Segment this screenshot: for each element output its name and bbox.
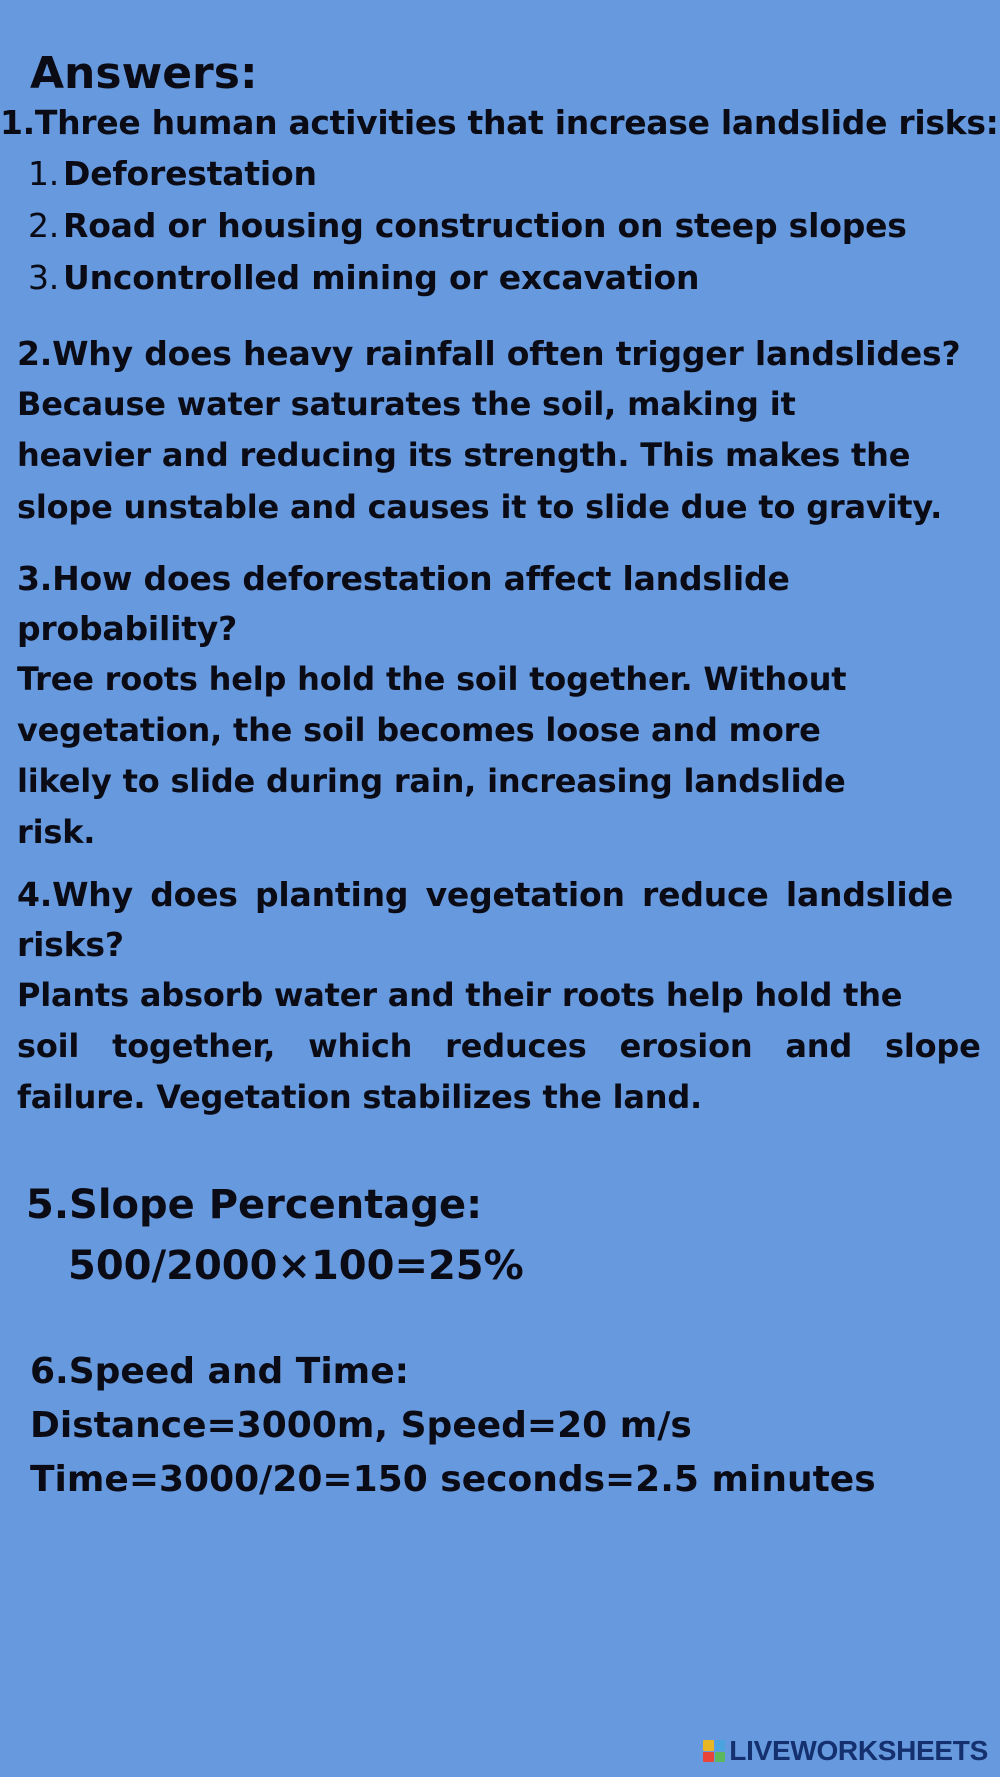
q3-heading: probability? — [17, 609, 238, 648]
q4-answer-line: failure. Vegetation stabilizes the land. — [17, 1078, 703, 1116]
q1-heading: 1.Three human activities that increase landslide risks: — [0, 103, 999, 142]
q3-heading: 3.How does deforestation affect landslide — [17, 559, 790, 598]
q2-answer-line: heavier and reducing its strength. This makes the — [17, 436, 911, 474]
q5-formula: 500/2000×100=25% — [68, 1243, 524, 1289]
list-number: 2. — [28, 206, 60, 245]
q2-answer-line: Because water saturates the soil, making it — [17, 385, 796, 423]
q4-answer-line: soil together, which reduces erosion and slope — [17, 1027, 981, 1065]
q4-heading: risks? — [17, 925, 124, 964]
logo-icon-cell — [715, 1740, 726, 1751]
q1-list-item — [28, 203, 907, 249]
q4-answer-line: Plants absorb water and their roots help hold the — [17, 976, 903, 1014]
q1-list-item — [28, 255, 699, 301]
list-item-text: Road or housing construction on steep slopes — [63, 206, 907, 245]
list-item-text: Deforestation — [63, 154, 317, 193]
q4-heading: 4.Why does planting vegetation reduce landslide — [17, 875, 954, 914]
logo-icon-cell — [715, 1752, 726, 1763]
liveworksheets-logo — [703, 1735, 988, 1767]
q6-given: Distance=3000m, Speed=20 m/s — [30, 1405, 692, 1446]
list-number: 3. — [28, 258, 60, 297]
q5-heading: 5.Slope Percentage: — [26, 1182, 483, 1228]
logo-icon-cell — [703, 1752, 714, 1763]
logo-icon — [703, 1740, 725, 1762]
q6-result: Time=3000/20=150 seconds=2.5 minutes — [30, 1459, 876, 1500]
list-number: 1. — [28, 154, 60, 193]
q3-answer-line: risk. — [17, 813, 96, 851]
q3-answer-line: Tree roots help hold the soil together. Without — [17, 660, 847, 698]
q1-list-item — [28, 151, 317, 197]
logo-text: LIVEWORKSHEETS — [729, 1735, 988, 1766]
q2-heading: 2.Why does heavy rainfall often trigger landslides? — [17, 334, 961, 373]
q3-answer-line: vegetation, the soil becomes loose and more — [17, 711, 821, 749]
q2-answer-line: slope unstable and causes it to slide due to gravity. — [17, 488, 943, 526]
page-title: Answers: — [30, 48, 258, 99]
q6-heading: 6.Speed and Time: — [30, 1351, 410, 1392]
q3-answer-line: likely to slide during rain, increasing landslide — [17, 762, 846, 800]
list-item-text: Uncontrolled mining or excavation — [63, 258, 700, 297]
logo-icon-cell — [703, 1740, 714, 1751]
